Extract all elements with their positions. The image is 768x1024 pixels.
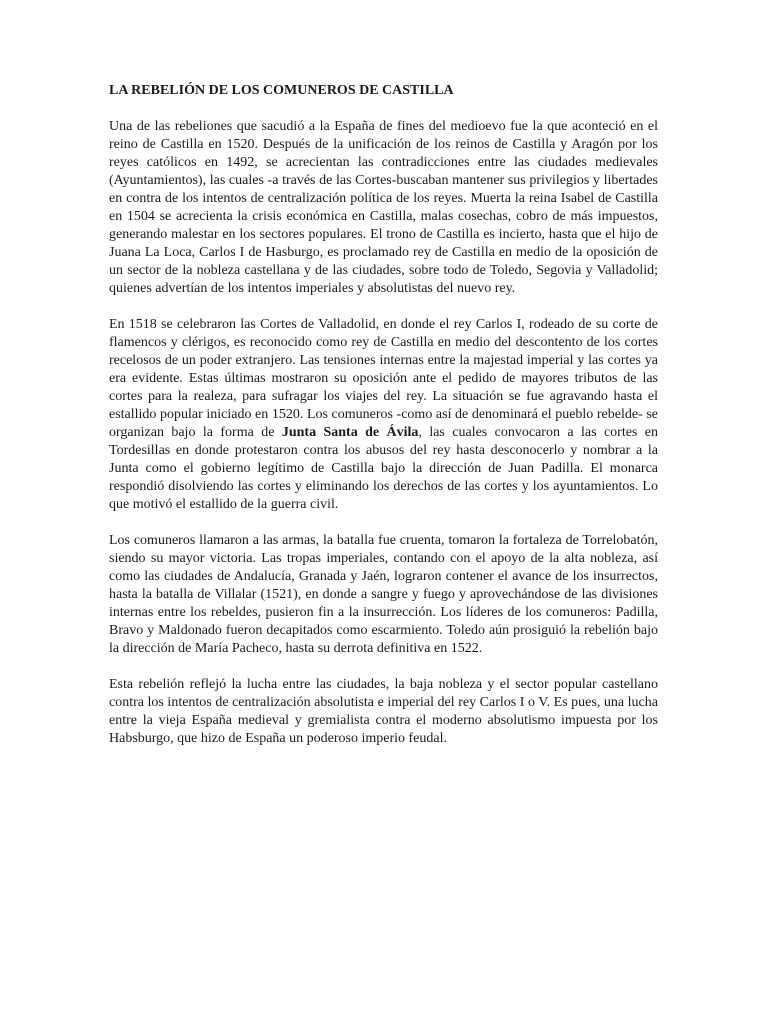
junta-santa-de-avila-bold: Junta Santa de Ávila: [281, 425, 419, 440]
paragraph-4: Esta rebelión reflejó la lucha entre las ciudades, la baja nobleza y el sector popular castellano contra los intentos de centralización absolutista e imperial del rey Carlos I o V. Es pues, una lucha entre la vieja España medieval y gremialista contra el moderno absolutismo impuesta por los Habsburgo, que hizo de España un poderoso imperio feudal.: [109, 677, 658, 746]
paragraph-3: Los comuneros llamaron a las armas, la batalla fue cruenta, tomaron la fortaleza de Torrelobatón, siendo su mayor victoria. Las tropas imperiales, contando con el apoyo de la alta nobleza, así como las ciudades de Andalucía, Granada y Jaén, lograron contener el avance de los insurrectos, hasta la batalla de Villalar (1521), en donde a sangre y fuego y aprovechándose de las divisiones internas entre los rebeldes, pusieron fin a la insurrección. Los líderes de los comuneros: Padilla, Bravo y Maldonado fueron decapitados como escarmiento. Toledo aún prosiguió la rebelión bajo la dirección de María Pacheco, hasta su derrota definitiva en 1522.: [109, 533, 658, 656]
paragraph-2-text-after: , las cuales convocaron a las cortes en Tordesillas en donde protestaron contra los abusos del rey hasta desconocerlo y nombrar a la Junta como el gobierno legítimo de Castilla bajo la dirección de Juan Padilla. El monarca respondió disolviendo las cortes y eliminando los derechos de las cortes y los ayuntamientos. Lo que motivó el estallido de la guerra civil.: [109, 425, 658, 512]
document-title: LA REBELIÓN DE LOS COMUNEROS DE CASTILLA: [109, 83, 454, 98]
paragraph-2-text-before: En 1518 se celebraron las Cortes de Valladolid, en donde el rey Carlos I, rodeado de su corte de flamencos y clérigos, es reconocido como rey de Castilla en medio del descontento de los cortes recelosos de un poder extranjero. Las tensiones internas entre la majestad imperial y las cortes ya era evidente. Estas últimas mostraron su oposición ante el pedido de mayores tributos de las cortes para la realeza, para sufragar los viajes del rey. La situación se fue agravando hasta el estallido popular iniciado en 1520. Los comuneros -como así de denominará el pueblo rebelde- se organizan bajo la forma de: [109, 317, 658, 440]
paragraph-1: Una de las rebeliones que sacudió a la España de fines del medioevo fue la que aconteció en el reino de Castilla en 1520. Después de la unificación de los reinos de Castilla y Aragón por los reyes católicos en 1492, se acrecientan las contradicciones entre las ciudades medievales (Ayuntamientos), las cuales -a través de las Cortes-buscaban mantener sus privilegios y libertades en contra de los intentos de centralización política de los reyes. Muerta la reina Isabel de Castilla en 1504 se acrecienta la crisis económica en Castilla, malas cosechas, cobro de más impuestos, generando malestar en los sectores populares. El trono de Castilla es incierto, hasta que el hijo de Juana La Loca, Carlos I de Hasburgo, es proclamado rey de Castilla en medio de la oposición de un sector de la nobleza castellana y de las ciudades, sobre todo de Toledo, Segovia y Valladolid; quienes advertían de los intentos imperiales y absolutistas del nuevo rey.: [109, 119, 658, 296]
document-page: [109, 82, 658, 766]
paragraph-2: [109, 316, 658, 514]
